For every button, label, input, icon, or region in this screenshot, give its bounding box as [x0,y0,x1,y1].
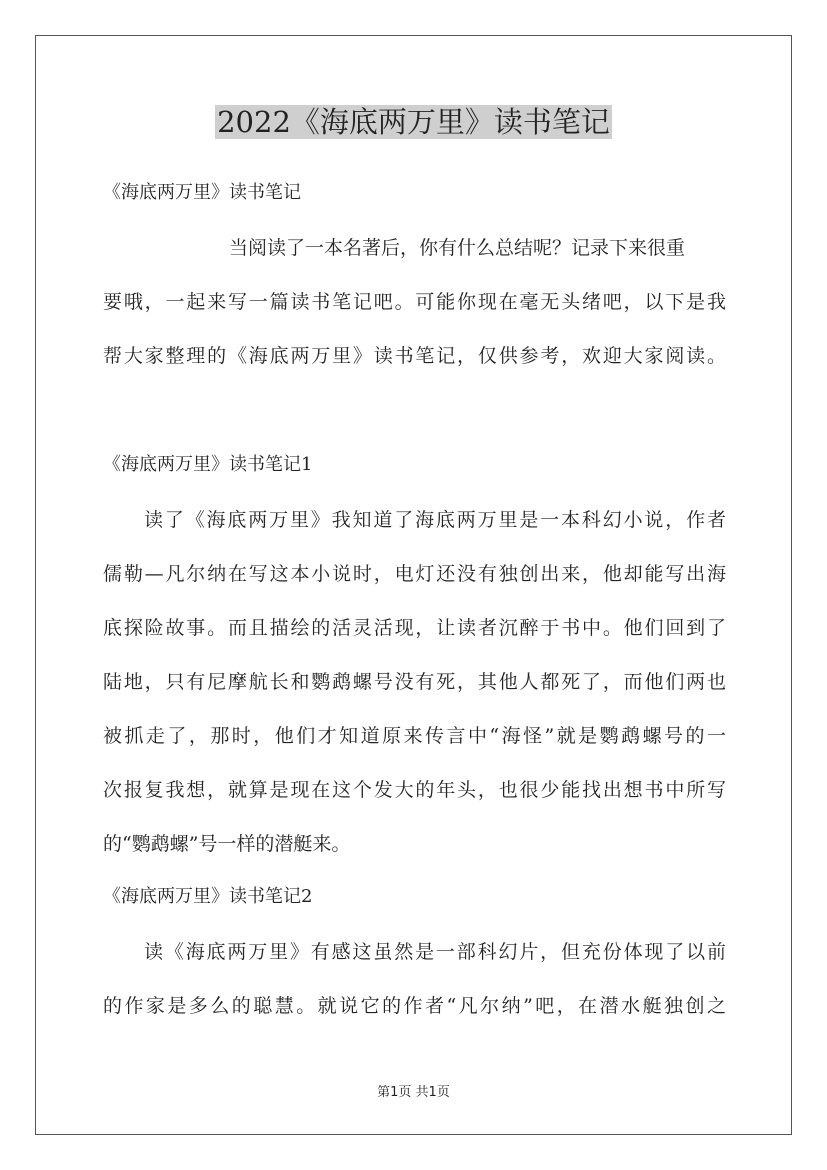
paragraph-line: 的“鹦鹉螺”号一样的潜艇来。 [103,833,351,855]
paragraph-line: 读《海底两万里》有感这虽然是一部科幻片，但充份体现了以前 [144,941,726,963]
document-title [0,100,827,144]
paragraph-line: 陆地，只有尼摩航长和鹦鹉螺号没有死，其他人都死了，而他们两也 [103,671,726,693]
paragraph-line: 读了《海底两万里》我知道了海底两万里是一本科幻小说，作者 [144,509,726,531]
section-heading: 《海底两万里》读书笔记2 [103,886,313,907]
document-subtitle: 《海底两万里》读书笔记 [103,182,301,203]
intro-line: 帮大家整理的《海底两万里》读书笔记，仅供参考，欢迎大家阅读。 [103,345,726,367]
intro-line: 要哦，一起来写一篇读书笔记吧。可能你现在毫无头绪吧，以下是我 [103,291,726,313]
paragraph-line: 被抓走了，那时，他们才知道原来传言中“海怪”就是鹦鹉螺号的一 [103,725,726,747]
paragraph-line: 儒勒—凡尔纳在写这本小说时，电灯还没有独创出来，他却能写出海 [103,563,726,585]
paragraph-line: 的作家是多么的聪慧。就说它的作者“凡尔纳”吧，在潜水艇独创之 [103,995,726,1017]
intro-line: 当阅读了一本名著后，你有什么总结呢？记录下来很重 [229,237,686,259]
title-text: 2022《海底两万里》读书笔记 [217,105,610,139]
paragraph-line: 底探险故事。而且描绘的活灵活现，让读者沉醉于书中。他们回到了 [103,617,726,639]
paragraph-line: 次报复我想，就算是现在这个发大的年头，也很少能找出想书中所写 [103,779,726,801]
section-heading: 《海底两万里》读书笔记1 [103,454,313,475]
page-number: 第1页 共1页 [377,1085,450,1100]
